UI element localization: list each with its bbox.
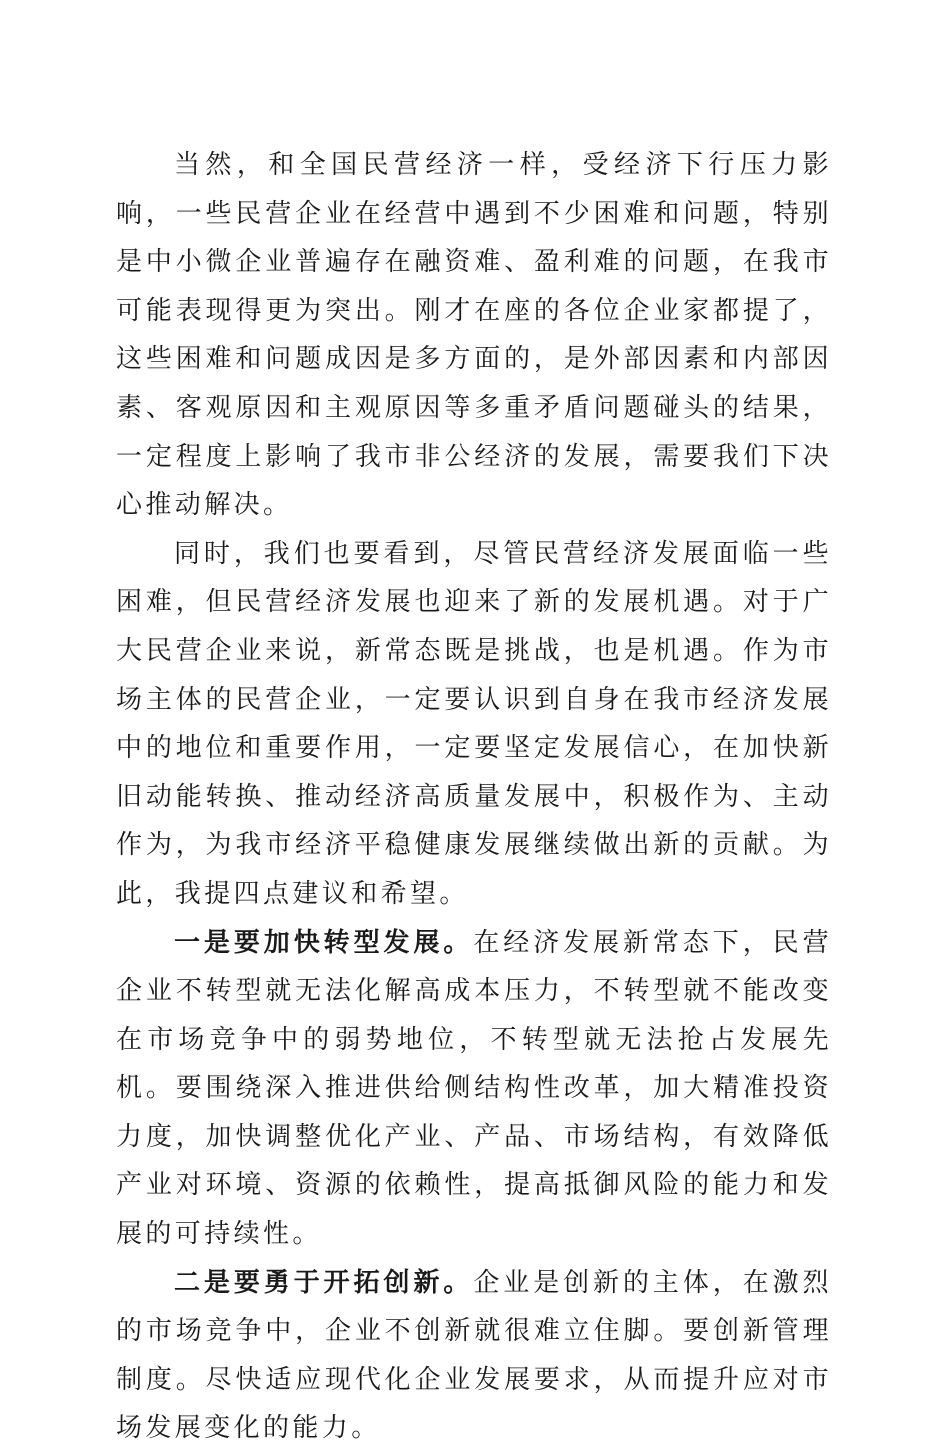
paragraph-lead-bold: 二是要勇于开拓创新。: [174, 1267, 474, 1298]
paragraph-transformation: [116, 919, 832, 1259]
paragraph-lead-bold: 一是要加快转型发展。: [174, 927, 474, 958]
paragraph-innovation: [116, 1259, 832, 1453]
paragraph-text: 企业是创新的主体，在激烈的市场竞争中，企业不创新就很难立住脚。要创新管理制度。尽快适应现代化企业发展要求，从而提升应对市场发展变化的能力。: [116, 1267, 832, 1444]
paragraph-economic-pressure: [116, 141, 832, 530]
paragraph-text: 同时，我们也要看到，尽管民营经济发展面临一些困难，但民营经济发展也迎来了新的发展机遇。对于广大民营企业来说，新常态既是挑战，也是机遇。作为市场主体的民营企业，一定要认识到自身在我市经济发展中的地位和重要作用，一定要坚定发展信心，在加快新旧动能转换、推动经济高质量发展中，积极作为、主动作为，为我市经济平稳健康发展继续做出新的贡献。为此，我提四点建议和希望。: [116, 538, 832, 909]
paragraph-text: 当然，和全国民营经济一样，受经济下行压力影响，一些民营企业在经营中遇到不少困难和问题，特别是中小微企业普遍存在融资难、盈利难的问题，在我市可能表现得更为突出。刚才在座的各位企业家都提了，这些困难和问题成因是多方面的，是外部因素和内部因素、客观原因和主观原因等多重矛盾问题碰头的结果，一定程度上影响了我市非公经济的发展，需要我们下决心推动解决。: [116, 150, 832, 521]
paragraph-text: 在经济发展新常态下，民营企业不转型就无法化解高成本压力，不转型就不能改变在市场竞争中的弱势地位，不转型就无法抢占发展先机。要围绕深入推进供给侧结构性改革，加大精准投资力度，加快调整优化产业、产品、市场结构，有效降低产业对环境、资源的依赖性，提高抵御风险的能力和发展的可持续性。: [116, 927, 832, 1250]
paragraph-opportunities: [116, 530, 832, 919]
document-body: [116, 141, 832, 1453]
